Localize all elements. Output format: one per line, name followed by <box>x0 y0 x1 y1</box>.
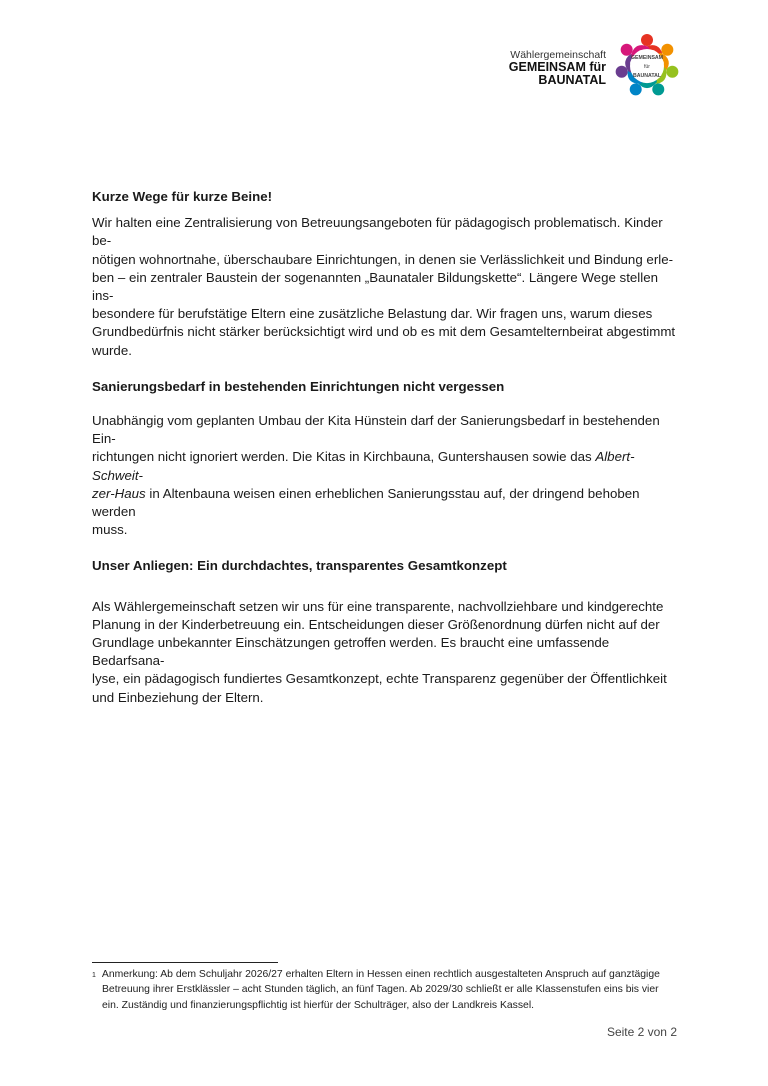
emblem-figure-head <box>621 44 633 56</box>
text-line: Planung in der Kinderbetreuung ein. Entscheidungen dieser Größenordnung dürfen nicht auf der <box>92 616 660 632</box>
emblem-figure-head <box>666 66 678 78</box>
text-line: wurde. <box>92 342 132 358</box>
text-line: Als Wählergemeinschaft setzen wir uns für eine transparente, nachvollziehbare und kindgerechte <box>92 598 664 614</box>
emblem-figure-head <box>661 44 673 56</box>
emblem-figure-head <box>616 66 628 78</box>
text-line: ben – ein zentraler Baustein der sogenannten „Baunataler Bildungskette“. Längere Wege stellen ins- <box>92 269 658 304</box>
footnote-line: Betreuung ihrer Erstklässler – acht Stunden täglich, an fünf Tagen. Ab 2029/30 schließt er alle Klassenstufen eins bis vier <box>102 984 659 996</box>
logo-emblem-top: GEMEINSAM <box>631 55 663 61</box>
section-2 <box>92 378 678 540</box>
emphasis-text: Albert-Schweit- <box>92 449 635 483</box>
text-line: Grundbedürfnis nicht stärker berücksichtigt wird und ob es mit dem Gesamtelternbeirat abgestimmt <box>92 324 676 340</box>
emblem-figure-head <box>641 34 653 46</box>
text-line: muss. <box>92 522 128 538</box>
text-line: Wir halten eine Zentralisierung von Betreuungsangeboten für pädagogisch problematisch. Kinder be- <box>92 215 663 249</box>
emblem-figure-head <box>652 83 664 95</box>
section-heading: Sanierungsbedarf in bestehenden Einrichtungen nicht vergessen <box>92 378 505 394</box>
logo <box>508 30 683 110</box>
footnote-line: ein. Zuständig und finanzierungspflichtig ist hierfür der Schulträger, also der Landkreis Kassel. <box>102 999 535 1011</box>
text-line: Unabhängig vom geplanten Umbau der Kita Hünstein darf der Sanierungsbedarf in bestehenden Ein- <box>92 413 660 447</box>
logo-line-1: Wählergemeinschaft <box>510 49 606 61</box>
section-paragraph <box>92 214 678 360</box>
text-line: und Einbeziehung der Eltern. <box>92 689 264 705</box>
logo-line-2: GEMEINSAM für <box>508 60 606 75</box>
footnote-separator <box>92 962 278 963</box>
text-line: Grundlage unbekannter Einschätzungen getroffen werden. Es braucht eine umfassende Bedarfsana- <box>92 635 610 669</box>
section-paragraph <box>92 412 678 539</box>
section-1 <box>92 188 678 360</box>
logo-emblem-bottom: BAUNATAL <box>632 73 662 79</box>
logo-emblem-icon <box>611 30 683 102</box>
logo-wordmark <box>508 50 606 87</box>
text-line: richtungen nicht ignoriert werden. Die Kitas in Kirchbauna, Guntershausen sowie das <box>92 449 596 465</box>
page-number: Seite 2 von 2 <box>606 1025 677 1039</box>
footnote <box>92 967 678 1013</box>
text-line: lyse, ein pädagogisch fundiertes Gesamtkonzept, echte Transparenz gegenüber der Öffentlichkeit <box>92 671 667 687</box>
section-3 <box>92 557 678 706</box>
text-line: besondere für berufstätige Eltern eine zusätzliche Belastung dar. Wir fragen uns, warum dieses <box>92 306 653 322</box>
section-paragraph <box>92 598 678 707</box>
emphasis-text: zer-Haus <box>92 485 146 501</box>
footnote-marker: 1 <box>92 972 96 979</box>
document-body <box>92 188 678 725</box>
logo-emblem-mid: für <box>643 64 651 70</box>
logo-line-3: BAUNATAL <box>538 73 606 88</box>
text-line: nötigen wohnortnahe, überschaubare Einrichtungen, in denen sie Verlässlichkeit und Bindung erle- <box>92 251 674 267</box>
emblem-figure-head <box>630 83 642 95</box>
section-heading: Kurze Wege für kurze Beine! <box>92 189 273 204</box>
section-heading: Unser Anliegen: Ein durchdachtes, transparentes Gesamtkonzept <box>92 558 507 574</box>
text-line: in Altenbauna weisen einen erheblichen Sanierungsstau auf, der dringend behoben werden <box>92 485 640 520</box>
footnote-line: Anmerkung: Ab dem Schuljahr 2026/27 erhalten Eltern in Hessen einen rechtlich ausgestalteten Anspruch auf ganztägige <box>101 969 660 980</box>
